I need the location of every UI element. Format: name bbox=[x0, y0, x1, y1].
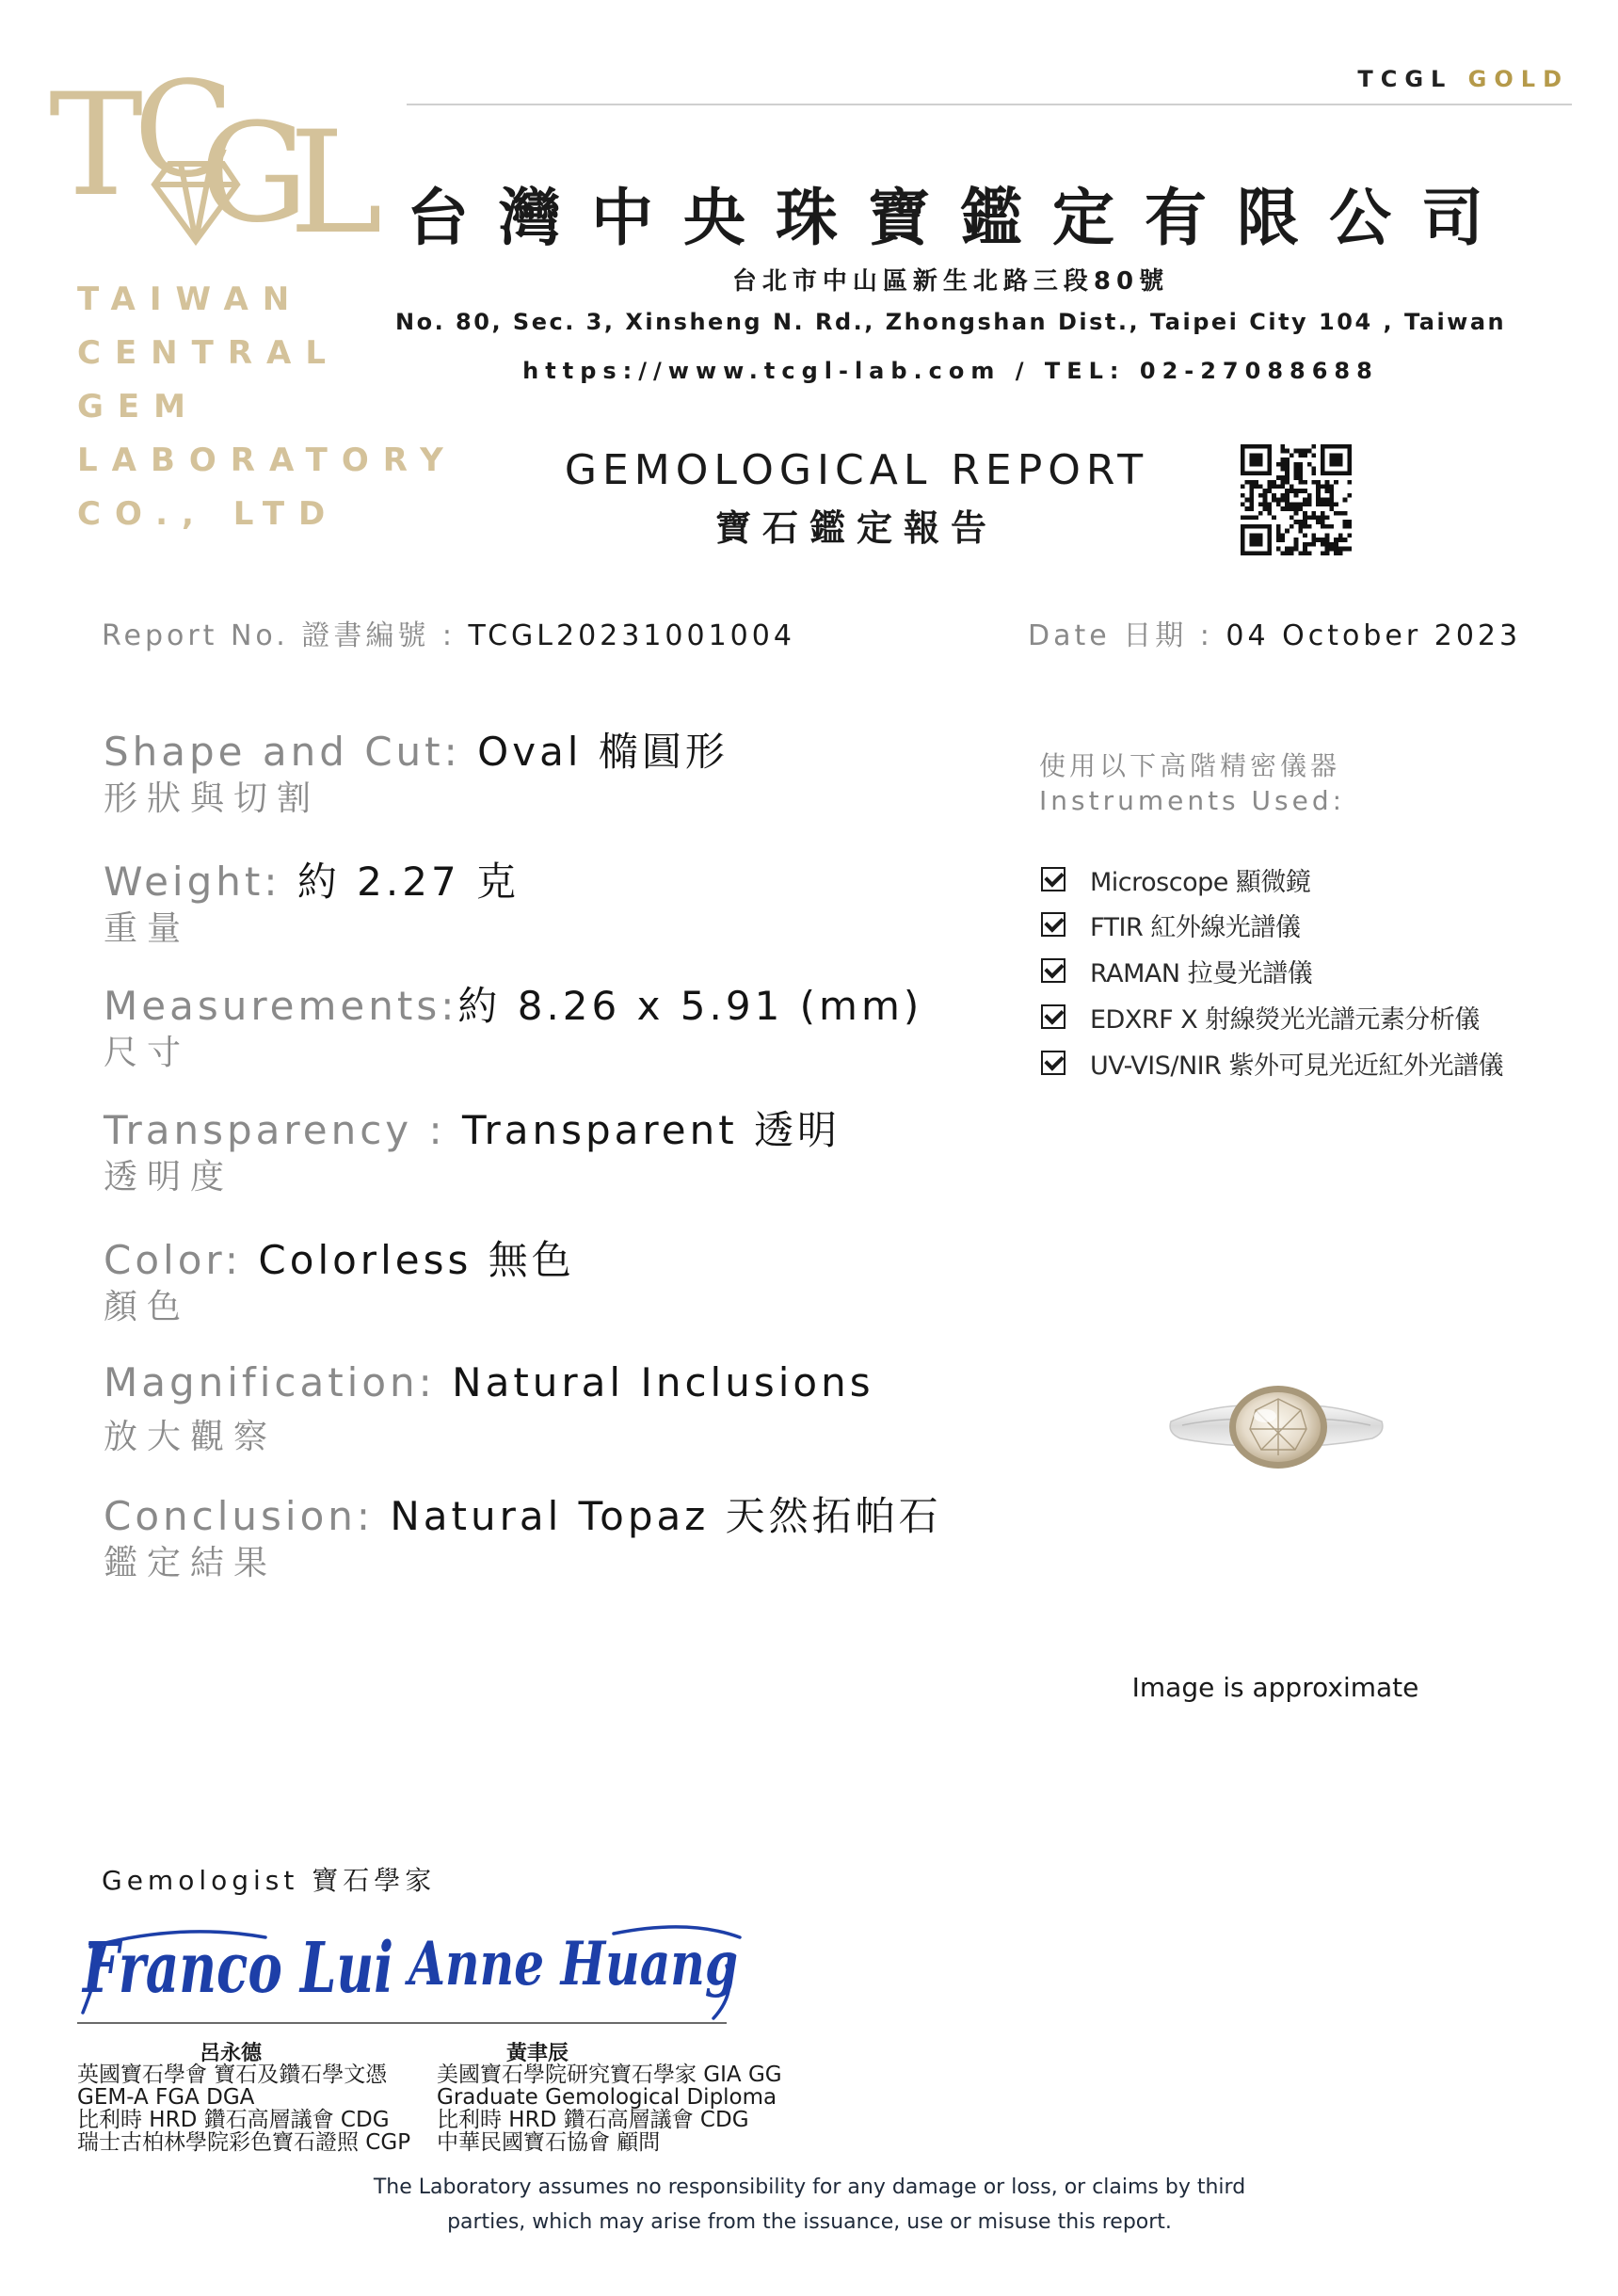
gemologist-credentials-2 bbox=[437, 2063, 782, 2154]
field-measurements bbox=[104, 975, 922, 1074]
field-shape-cut bbox=[104, 721, 729, 820]
disclaimer-line-1: The Laboratory assumes no responsibility for any damage or loss, or claims by third bbox=[373, 2176, 1246, 2199]
checkbox-checked-icon bbox=[1041, 958, 1065, 983]
instrument-label: Microscope 顯微鏡 bbox=[1090, 867, 1311, 897]
instrument-item-uv-vis-nir bbox=[1041, 1044, 1503, 1082]
field-label-zh: 形狀與切割 bbox=[104, 779, 321, 818]
instrument-label: UV-VIS/NIR 紫外可見光近紅外光譜儀 bbox=[1090, 1051, 1503, 1081]
qr-code-icon bbox=[1241, 444, 1352, 555]
gemologist-signatures bbox=[77, 1909, 755, 2022]
field-value: Oval 橢圓形 bbox=[477, 729, 729, 775]
instrument-item-microscope bbox=[1041, 860, 1310, 898]
checkbox-checked-icon bbox=[1041, 912, 1065, 937]
field-label-zh: 透明度 bbox=[104, 1158, 234, 1196]
logo-line-gem: GEM bbox=[77, 388, 200, 425]
instrument-label: RAMAN 拉曼光譜儀 bbox=[1090, 958, 1313, 988]
signature-2: Anne Huang bbox=[405, 1929, 738, 1999]
report-number-label: Report No. 證書編號 : bbox=[102, 619, 469, 652]
field-label-en: Color: bbox=[104, 1237, 259, 1283]
header-rule bbox=[407, 104, 1572, 105]
credential-line: GEM-A FGA DGA bbox=[77, 2085, 255, 2110]
field-value: Transparent 透明 bbox=[462, 1107, 841, 1153]
address-zh: 台北市中山區新生北路三段80號 bbox=[731, 267, 1170, 296]
gemologist-name-2: 黃聿辰 bbox=[506, 2042, 569, 2065]
checkbox-checked-icon bbox=[1041, 1004, 1065, 1029]
credential-line: 比利時 HRD 鑽石高層議會 CDG bbox=[77, 2108, 390, 2132]
field-label-en: Measurements: bbox=[104, 983, 458, 1029]
instrument-label: EDXRF X 射線熒光光譜元素分析儀 bbox=[1090, 1004, 1480, 1035]
field-label-zh: 放大觀察 bbox=[104, 1418, 278, 1456]
report-date bbox=[1028, 612, 1521, 653]
brand-tag-tcgl: TCGL bbox=[1357, 66, 1453, 92]
instrument-item-ftir bbox=[1041, 906, 1300, 943]
svg-text:G: G bbox=[200, 94, 309, 253]
field-label-en: Conclusion: bbox=[104, 1493, 391, 1539]
instruments-heading-zh: 使用以下高階精密儀器 bbox=[1039, 750, 1341, 781]
report-date-label: Date 日期 : bbox=[1028, 619, 1226, 652]
field-transparency bbox=[104, 1100, 841, 1198]
signature-1: Franco Lui bbox=[81, 1928, 393, 2009]
website-and-phone: https://www.tcgl-lab.com / TEL: 02-27088688 bbox=[522, 358, 1379, 384]
field-weight bbox=[104, 851, 520, 950]
field-label-en: Magnification: bbox=[104, 1359, 453, 1405]
logo-line-central: CENTRAL bbox=[77, 334, 340, 372]
field-label-en: Transparency : bbox=[104, 1107, 462, 1153]
field-value: Colorless 無色 bbox=[258, 1237, 575, 1283]
address-en: No. 80, Sec. 3, Xinsheng N. Rd., Zhongshan Dist., Taipei City 104 , Taiwan bbox=[395, 309, 1507, 335]
field-label-en: Shape and Cut: bbox=[104, 729, 478, 775]
svg-text:C: C bbox=[134, 54, 235, 207]
disclaimer bbox=[320, 2170, 1299, 2240]
svg-text:L: L bbox=[289, 102, 383, 265]
ring-stone-image bbox=[1163, 1367, 1389, 1489]
field-label-en: Weight: bbox=[104, 859, 297, 905]
signature-rule bbox=[77, 2022, 727, 2024]
instruments-heading-en: Instruments Used: bbox=[1039, 785, 1346, 816]
credential-line: 中華民國寶石協會 顧問 bbox=[437, 2130, 661, 2155]
credential-line: 瑞士古柏林學院彩色寶石證照 CGP bbox=[77, 2130, 411, 2155]
credential-line: 美國寶石學院研究寶石學家 GIA GG bbox=[437, 2063, 782, 2087]
tcgl-logo-mark bbox=[49, 53, 383, 265]
gemologist-name-1: 呂永德 bbox=[200, 2042, 263, 2065]
instrument-label: FTIR 紅外線光譜儀 bbox=[1090, 912, 1301, 942]
brand-tag bbox=[1357, 66, 1569, 92]
report-number-value: TCGL20231001004 bbox=[468, 619, 795, 652]
logo-line-laboratory: LABORATORY bbox=[77, 442, 457, 479]
field-value: Natural Topaz 天然拓帕石 bbox=[390, 1493, 942, 1539]
checkbox-checked-icon bbox=[1041, 1051, 1065, 1075]
field-value: Natural Inclusions bbox=[452, 1359, 874, 1405]
company-name: 台灣中央珠寶鑑定有限公司 bbox=[407, 181, 1514, 254]
image-caption: Image is approximate bbox=[1131, 1672, 1419, 1703]
report-title-zh: 寶石鑑定報告 bbox=[714, 507, 998, 549]
disclaimer-line-2: parties, which may arise from the issuance, use or misuse this report. bbox=[447, 2210, 1172, 2234]
gemologist-credentials-1 bbox=[77, 2063, 410, 2154]
credential-line: 比利時 HRD 鑽石高層議會 CDG bbox=[437, 2108, 749, 2132]
svg-text:T: T bbox=[49, 64, 144, 228]
logo-line-co-ltd: CO., LTD bbox=[77, 495, 340, 533]
instrument-item-raman bbox=[1041, 952, 1312, 989]
field-label-zh: 重量 bbox=[104, 909, 191, 948]
field-value: 約 8.26 x 5.91 (mm) bbox=[457, 983, 923, 1029]
report-number bbox=[102, 612, 795, 653]
brand-tag-gold: GOLD bbox=[1467, 66, 1569, 92]
gemologist-label: Gemologist 寶石學家 bbox=[102, 1865, 437, 1896]
field-conclusion bbox=[104, 1485, 942, 1584]
credential-line: Graduate Gemological Diploma bbox=[437, 2085, 777, 2110]
field-value: 約 2.27 克 bbox=[296, 859, 521, 905]
checkbox-checked-icon bbox=[1041, 867, 1065, 891]
report-date-value: 04 October 2023 bbox=[1226, 619, 1522, 652]
field-label-zh: 顏色 bbox=[104, 1288, 191, 1326]
field-label-zh: 鑑定結果 bbox=[104, 1544, 278, 1582]
report-title-en: GEMOLOGICAL REPORT bbox=[564, 446, 1149, 494]
field-label-zh: 尺寸 bbox=[104, 1034, 191, 1072]
logo-line-taiwan: TAIWAN bbox=[77, 281, 304, 318]
credential-line: 英國寶石學會 寶石及鑽石學文憑 bbox=[77, 2063, 388, 2087]
instrument-item-edxrf bbox=[1041, 998, 1480, 1036]
field-color bbox=[104, 1229, 575, 1328]
field-magnification bbox=[104, 1359, 874, 1458]
